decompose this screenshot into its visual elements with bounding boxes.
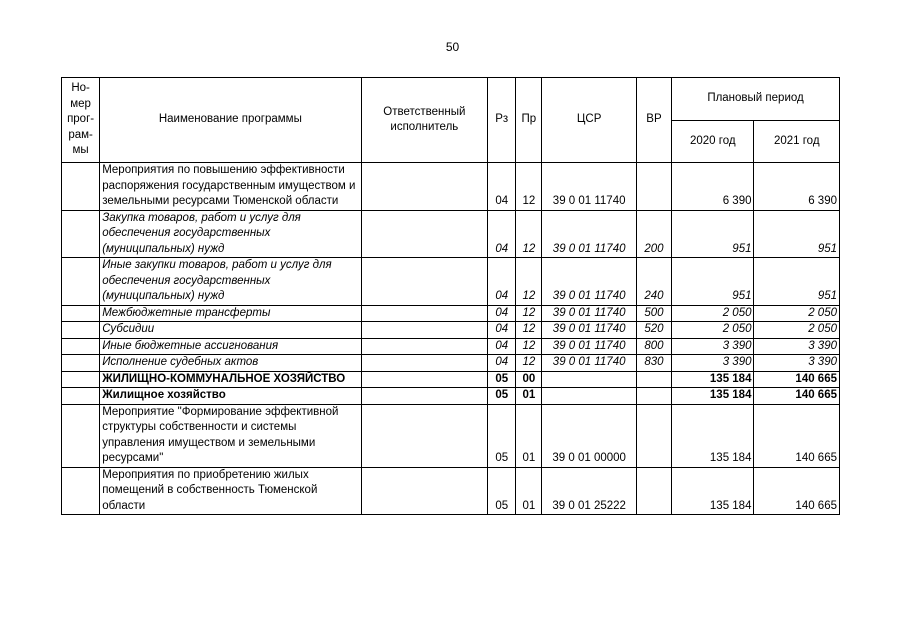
cell-year-2020: 135 184 (672, 467, 754, 515)
cell-program-number (62, 258, 100, 306)
cell-executor (361, 388, 488, 405)
cell-executor (361, 210, 488, 258)
cell-csr: 39 0 01 00000 (542, 404, 636, 467)
cell-csr: 39 0 01 11740 (542, 258, 636, 306)
cell-vr (636, 371, 671, 388)
cell-year-2021: 140 665 (754, 467, 840, 515)
cell-csr: 39 0 01 11740 (542, 305, 636, 322)
header-program-number-text: Но- мер прог- рам- мы (67, 82, 95, 157)
cell-program-number (62, 163, 100, 211)
table-body (62, 163, 840, 515)
cell-program-name: Исполнение судебных актов (100, 355, 361, 372)
cell-pr: 12 (516, 163, 542, 211)
cell-program-name: Закупка товаров, работ и услуг для обеспечения государственных (муниципальных) нужд (100, 210, 361, 258)
cell-pr: 12 (516, 338, 542, 355)
cell-year-2021: 6 390 (754, 163, 840, 211)
cell-executor (361, 467, 488, 515)
cell-year-2020: 6 390 (672, 163, 754, 211)
cell-rz: 05 (488, 388, 516, 405)
cell-program-name: Жилищное хозяйство (100, 388, 361, 405)
cell-csr (542, 388, 636, 405)
cell-pr: 12 (516, 305, 542, 322)
cell-executor (361, 163, 488, 211)
cell-rz: 05 (488, 371, 516, 388)
cell-executor (361, 322, 488, 339)
header-csr: ЦСР (542, 78, 636, 163)
cell-program-number (62, 355, 100, 372)
cell-program-name: Иные закупки товаров, работ и услуг для обеспечения государственных (муниципальных) нужд (100, 258, 361, 306)
table-row (62, 388, 840, 405)
cell-program-number (62, 388, 100, 405)
cell-program-name: Мероприятие "Формирование эффективной структуры собственности и системы управления имуществом и земельными ресурсами" (100, 404, 361, 467)
cell-program-number (62, 305, 100, 322)
cell-vr: 830 (636, 355, 671, 372)
cell-year-2020: 135 184 (672, 371, 754, 388)
cell-year-2020: 135 184 (672, 404, 754, 467)
cell-vr: 520 (636, 322, 671, 339)
header-year-2021: 2021 год (754, 121, 840, 163)
header-planning-period: Плановый период (672, 78, 840, 121)
cell-vr: 800 (636, 338, 671, 355)
cell-pr: 12 (516, 258, 542, 306)
cell-executor (361, 404, 488, 467)
cell-program-number (62, 467, 100, 515)
cell-year-2020: 951 (672, 210, 754, 258)
cell-rz: 04 (488, 210, 516, 258)
cell-year-2020: 135 184 (672, 388, 754, 405)
cell-year-2021: 2 050 (754, 322, 840, 339)
table-row (62, 404, 840, 467)
cell-executor (361, 305, 488, 322)
table-row (62, 210, 840, 258)
cell-vr (636, 467, 671, 515)
cell-executor (361, 371, 488, 388)
table-row (62, 338, 840, 355)
cell-year-2021: 951 (754, 210, 840, 258)
cell-csr: 39 0 01 11740 (542, 338, 636, 355)
cell-year-2020: 2 050 (672, 322, 754, 339)
cell-pr: 01 (516, 404, 542, 467)
cell-vr: 200 (636, 210, 671, 258)
cell-program-number (62, 322, 100, 339)
cell-csr: 39 0 01 11740 (542, 163, 636, 211)
header-program-name: Наименование программы (100, 78, 361, 163)
cell-program-name: Межбюджетные трансферты (100, 305, 361, 322)
table-row (62, 371, 840, 388)
table-row (62, 305, 840, 322)
cell-year-2021: 140 665 (754, 371, 840, 388)
header-year-2020: 2020 год (672, 121, 754, 163)
cell-pr: 12 (516, 355, 542, 372)
cell-vr (636, 404, 671, 467)
table-row (62, 258, 840, 306)
cell-csr: 39 0 01 25222 (542, 467, 636, 515)
table-row (62, 322, 840, 339)
cell-program-number (62, 338, 100, 355)
header-pr: Пр (516, 78, 542, 163)
cell-executor (361, 338, 488, 355)
cell-year-2020: 2 050 (672, 305, 754, 322)
cell-pr: 01 (516, 388, 542, 405)
cell-rz: 04 (488, 163, 516, 211)
cell-vr (636, 388, 671, 405)
cell-year-2021: 3 390 (754, 355, 840, 372)
header-rz: Рз (488, 78, 516, 163)
header-vr: ВР (636, 78, 671, 163)
cell-rz: 04 (488, 258, 516, 306)
cell-year-2021: 3 390 (754, 338, 840, 355)
cell-csr: 39 0 01 11740 (542, 210, 636, 258)
cell-year-2020: 3 390 (672, 338, 754, 355)
header-executor: Ответственный исполнитель (361, 78, 488, 163)
cell-pr: 12 (516, 210, 542, 258)
cell-year-2021: 2 050 (754, 305, 840, 322)
cell-program-number (62, 404, 100, 467)
cell-vr: 240 (636, 258, 671, 306)
cell-year-2021: 140 665 (754, 404, 840, 467)
cell-executor (361, 355, 488, 372)
table-row (62, 355, 840, 372)
table-row (62, 163, 840, 211)
cell-csr (542, 371, 636, 388)
cell-rz: 05 (488, 404, 516, 467)
cell-executor (361, 258, 488, 306)
header-program-number (62, 78, 100, 163)
cell-program-name: Субсидии (100, 322, 361, 339)
cell-year-2021: 951 (754, 258, 840, 306)
cell-year-2021: 140 665 (754, 388, 840, 405)
cell-year-2020: 951 (672, 258, 754, 306)
cell-csr: 39 0 01 11740 (542, 322, 636, 339)
cell-program-name: Мероприятия по приобретению жилых помещений в собственность Тюменской области (100, 467, 361, 515)
page-number: 50 (445, 40, 460, 54)
cell-rz: 05 (488, 467, 516, 515)
table-header (62, 78, 840, 163)
table-row (62, 467, 840, 515)
budget-table (61, 77, 840, 515)
cell-pr: 01 (516, 467, 542, 515)
cell-rz: 04 (488, 338, 516, 355)
cell-pr: 00 (516, 371, 542, 388)
cell-rz: 04 (488, 322, 516, 339)
cell-program-number (62, 210, 100, 258)
cell-vr (636, 163, 671, 211)
cell-program-name: Мероприятия по повышению эффективности распоряжения государственным имуществом и земельными ресурсами Тюменской области (100, 163, 361, 211)
cell-pr: 12 (516, 322, 542, 339)
cell-year-2020: 3 390 (672, 355, 754, 372)
cell-csr: 39 0 01 11740 (542, 355, 636, 372)
cell-rz: 04 (488, 355, 516, 372)
cell-rz: 04 (488, 305, 516, 322)
cell-program-number (62, 371, 100, 388)
cell-vr: 500 (636, 305, 671, 322)
cell-program-name: Иные бюджетные ассигнования (100, 338, 361, 355)
cell-program-name: ЖИЛИЩНО-КОММУНАЛЬНОЕ ХОЗЯЙСТВО (100, 371, 361, 388)
